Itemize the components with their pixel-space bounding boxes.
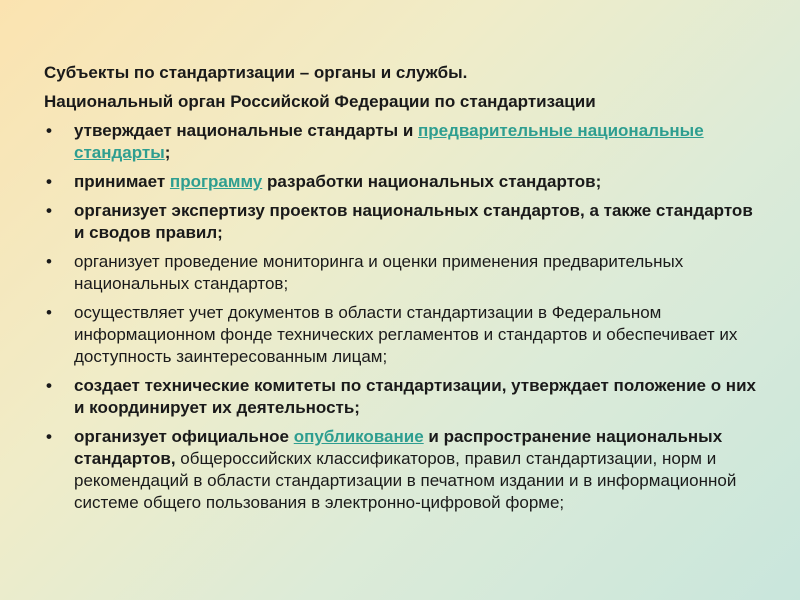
item-text: создает технические комитеты по стандартизации, утверждает положение о них и координирует их деятельность; [74,376,756,417]
heading-line-1: Субъекты по стандартизации – органы и службы. [44,63,468,82]
link-program[interactable]: программу [169,172,263,191]
item-text-end: разработки национальных стандартов; [262,172,602,191]
link-publication[interactable]: опубликование [293,427,424,446]
item-text-mid: и распространение национальных стандартов, [74,427,723,468]
heading-line-2: Национальный орган Российской Федерации по стандартизации [44,92,596,111]
item-text: принимает [74,172,170,191]
item-text-end: общероссийских классификаторов, правил стандартизации, норм и рекомендаций в области стандартизации в печатном издании и в информационной системе общего пользования в электронно-цифровой форме; [74,449,737,512]
duties-list [44,120,764,514]
bullet-icon: • [46,427,52,446]
item-text: осуществляет учет документов в области стандартизации в Федеральном информационном фонде технических регламентов и стандартов и обеспечивает их доступность заинтересованным лицам; [74,303,738,366]
bullet-icon: • [46,376,52,395]
bullet-icon: • [46,252,52,271]
item-text: организует проведение мониторинга и оценки применения предварительных национальных стандартов; [74,252,684,293]
list-item [44,120,764,164]
bullet-icon: • [46,303,52,322]
slide-heading [44,62,764,84]
item-text-end: ; [164,143,171,162]
list-item [44,426,764,514]
list-item [44,375,764,419]
item-text: организует экспертизу проектов национальных стандартов, а также стандартов и сводов правил; [74,201,753,242]
slide-subheading [44,91,764,113]
bullet-icon: • [46,201,52,220]
list-item [44,200,764,244]
item-text: утверждает национальные стандарты и [74,121,419,140]
list-item [44,171,764,193]
bullet-icon: • [46,172,52,191]
bullet-icon: • [46,121,52,140]
item-text: организует официальное [74,427,294,446]
list-item [44,302,764,368]
link-preliminary-standards[interactable]: предварительные национальные стандарты [74,121,704,162]
list-item [44,251,764,295]
slide-content [44,62,764,521]
